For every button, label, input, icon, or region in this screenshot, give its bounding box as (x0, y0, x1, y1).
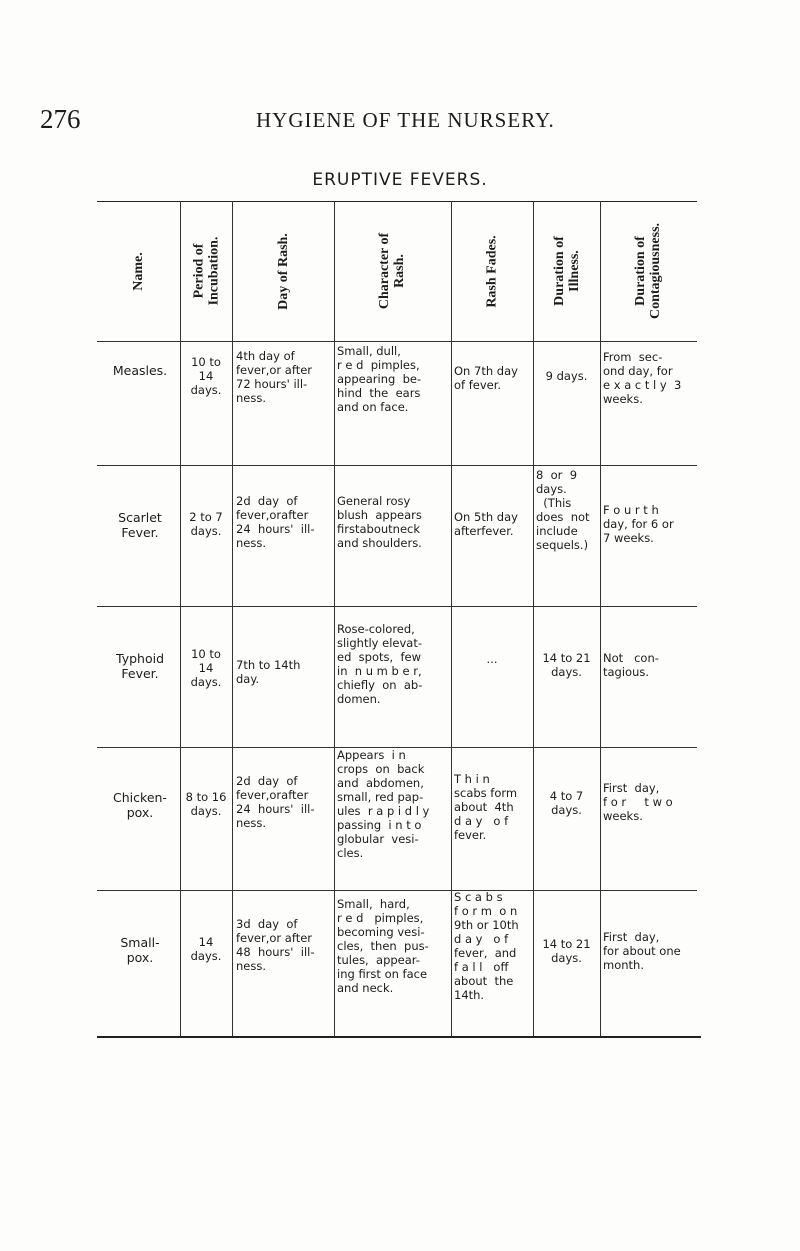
table-cell-duration: 9 days. (545, 369, 588, 383)
table-bottom-rule (97, 1036, 701, 1038)
table-cell-incubation: 10 to 14 days. (190, 355, 222, 397)
row-divider (97, 341, 697, 342)
column-header-rash-fades: Rash Fades. (484, 234, 500, 308)
table-cell-rash-fades: On 5th day afterfever. (454, 510, 518, 538)
table-cell-name: Small- pox. (120, 935, 160, 965)
table-cell-contagiousness: Not con- tagious. (603, 651, 659, 679)
column-header-duration: Duration of Illness. (551, 236, 582, 306)
table-cell-contagiousness: From sec- ond day, for e x a c t l y 3 weeks. (603, 350, 682, 406)
table-cell-duration: 4 to 7 days. (549, 789, 584, 817)
table-cell-incubation: 8 to 16 days. (185, 790, 227, 818)
table-cell-day-of-rash: 4th day of fever,or after 72 hours' ill- ness. (236, 349, 313, 405)
page-number: 276 (40, 104, 81, 134)
column-header-contagiousness: Duration of Contagiousness. (633, 222, 664, 320)
table-cell-day-of-rash: 2d day of fever,orafter 24 hours' ill- ness. (236, 774, 315, 830)
table-cell-character: General rosy blush appears firstaboutneck and shoulders. (337, 494, 422, 550)
table-cell-rash-fades: ... (486, 652, 498, 666)
table-cell-incubation: 10 to 14 days. (190, 647, 222, 689)
table-cell-name: Scarlet Fever. (118, 510, 162, 540)
table-cell-rash-fades: T h i n scabs form about 4th d a y o f fever. (454, 772, 518, 842)
table-cell-duration: 14 to 21 days. (542, 937, 591, 965)
table-title: ERUPTIVE FEVERS. (312, 170, 488, 190)
table-cell-day-of-rash: 3d day of fever,or after 48 hours' ill- ness. (236, 917, 315, 973)
row-divider (97, 465, 697, 466)
table-cell-name: Measles. (112, 363, 168, 378)
table-cell-character: Rose-colored, slightly elevat- ed spots, few in n u m b e r, chiefly on ab- domen. (337, 622, 423, 706)
table-cell-day-of-rash: 7th to 14th day. (236, 658, 301, 686)
table-cell-incubation: 14 days. (190, 935, 222, 963)
row-divider (97, 606, 697, 607)
row-divider (97, 890, 697, 891)
column-header-name: Name. (131, 251, 146, 291)
table-cell-name: Typhoid Fever. (116, 651, 164, 681)
column-header-incubation: Period of Incubation. (191, 236, 222, 306)
table-cell-duration: 14 to 21 days. (542, 651, 591, 679)
table-cell-day-of-rash: 2d day of fever,orafter 24 hours' ill- ness. (236, 494, 315, 550)
table-cell-duration: 8 or 9 days. (This does not include sequels.) (536, 468, 590, 552)
column-header-character: Character of Rash. (377, 232, 408, 310)
table-cell-incubation: 2 to 7 days. (189, 510, 223, 538)
table-cell-character: Appears i n crops on back and abdomen, small, red pap- ules r a p i d l y passing i n t o globular vesi- cles. (337, 748, 430, 860)
table-cell-rash-fades: On 7th day of fever. (454, 364, 518, 392)
column-header-day-of-rash: Day of Rash. (275, 232, 291, 310)
table-cell-contagiousness: First day, f o r t w o weeks. (603, 781, 673, 823)
table-cell-contagiousness: First day, for about one month. (603, 930, 681, 972)
table-cell-character: Small, dull, r e d pimples, appearing be- hind the ears and on face. (337, 344, 422, 414)
running-head: HYGIENE OF THE NURSERY. (256, 108, 555, 132)
table-cell-rash-fades: S c a b s f o r m o n 9th or 10th d a y o f fever, and f a l l off about the 14th. (454, 890, 519, 1002)
table-cell-name: Chicken- pox. (113, 790, 167, 820)
table-cell-contagiousness: F o u r t h day, for 6 or 7 weeks. (603, 503, 674, 545)
table-cell-character: Small, hard, r e d pimples, becoming vesi- cles, then pus- tules, appear- ing first on face and neck. (337, 897, 429, 995)
